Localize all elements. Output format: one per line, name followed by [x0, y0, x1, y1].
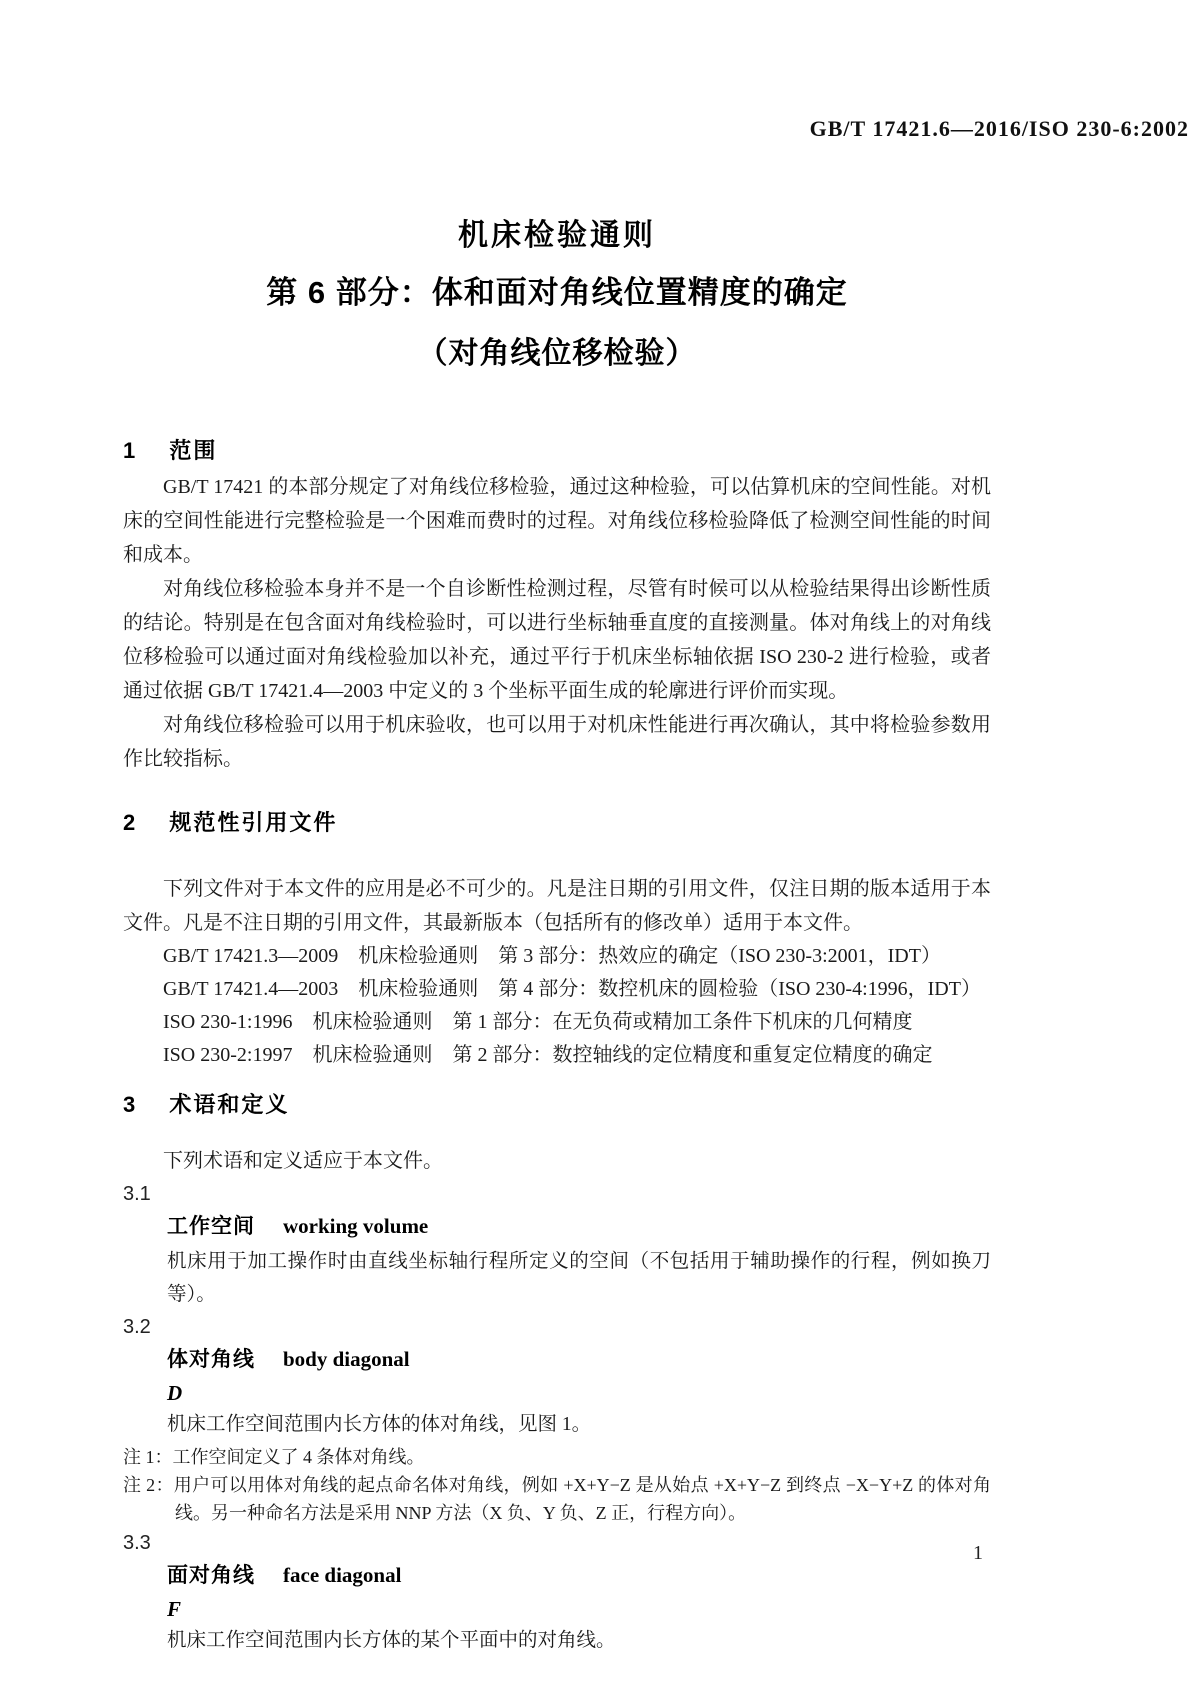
term-notes [123, 1443, 991, 1527]
term-name [167, 1343, 991, 1378]
section-1-paragraph-3: 对角线位移检验可以用于机床验收，也可以用于对机床性能进行再次确认，其中将检验参数用作比较指标。 [123, 714, 991, 770]
reference-item: GB/T 17421.4—2003 机床检验通则 第 4 部分：数控机床的圆检验（ISO 230-4:1996，IDT） [163, 978, 981, 1000]
section-1-paragraph-2: 对角线位移检验本身并不是一个自诊断性检测过程，尽管有时候可以从检验结果得出诊断性质的结论。特别是在包含面对角线检验时，可以进行坐标轴垂直度的直接测量。体对角线上的对角线位移检验可以通过面对角线检验加以补充，通过平行于机床坐标轴依据 ISO 230-2 进行检验，或者通过依据 GB/T 17421.4—2003 中定义的 3 个坐标平面生成的轮廓进行评价而实现。 [123, 578, 991, 702]
section-2-heading [123, 808, 991, 838]
section-3-intro: 下列术语和定义适应于本文件。 [163, 1150, 443, 1172]
note: 注 2：用户可以用体对角线的起点命名体对角线，例如 +X+Y−Z 是从始点 +X+Y−Z 到终点 −X−Y+Z 的体对角线。另一种命名方法是采用 NNP 方法（X 负、Y 负、Z 正，行程方向）。 [123, 1475, 991, 1523]
term-definition: 机床用于加工操作时由直线坐标轴行程所定义的空间（不包括用于辅助操作的行程，例如换刀等）。 [167, 1251, 991, 1305]
term-name [167, 1210, 991, 1245]
reference-item: ISO 230-1:1996 机床检验通则 第 1 部分：在无负荷或精加工条件下机床的几何精度 [163, 1011, 913, 1033]
section-2-title: 规范性引用文件 [169, 810, 338, 835]
term-name [167, 1559, 991, 1594]
term-number: 3.3 [123, 1532, 151, 1554]
term-definition: 机床工作空间范围内长方体的某个平面中的对角线。 [167, 1630, 616, 1651]
section-2-number: 2 [123, 810, 136, 835]
term-name-zh: 体对角线 [167, 1348, 255, 1371]
term-entry [123, 1178, 991, 1311]
doc-title-line1: 机床检验通则 [458, 219, 656, 252]
section-1-heading [123, 436, 991, 466]
doc-title-line3: （对角线位移检验） [417, 337, 697, 370]
note: 注 1：工作空间定义了 4 条体对角线。 [123, 1447, 425, 1467]
standard-code: GB/T 17421.6—2016/ISO 230-6:2002 [809, 116, 1189, 141]
term-entry [123, 1311, 991, 1527]
term-name-en: body diagonal [283, 1347, 410, 1371]
section-1-title: 范围 [169, 438, 218, 463]
reference-item: ISO 230-2:1997 机床检验通则 第 2 部分：数控轴线的定位精度和重复定位精度的确定 [163, 1044, 933, 1066]
term-name-en: working volume [283, 1214, 429, 1238]
term-symbol: F [167, 1597, 182, 1621]
page-content [123, 0, 991, 1657]
term-entry [123, 1527, 991, 1657]
term-name-en: face diagonal [283, 1563, 402, 1587]
term-name-zh: 面对角线 [167, 1564, 255, 1587]
section-1-paragraph-1: GB/T 17421 的本部分规定了对角线位移检验，通过这种检验，可以估算机床的空间性能。对机床的空间性能进行完整检验是一个困难而费时的过程。对角线位移检验降低了检测空间性能的时间和成本。 [123, 476, 991, 566]
reference-item: GB/T 17421.3—2009 机床检验通则 第 3 部分：热效应的确定（ISO 230-3:2001，IDT） [163, 945, 941, 967]
term-name-zh: 工作空间 [167, 1215, 255, 1238]
section-3-heading [123, 1090, 991, 1120]
section-1-number: 1 [123, 438, 136, 463]
term-symbol: D [167, 1381, 183, 1405]
section-3-number: 3 [123, 1092, 136, 1117]
section-2-paragraph-1: 下列文件对于本文件的应用是必不可少的。凡是注日期的引用文件，仅注日期的版本适用于本文件。凡是不注日期的引用文件，其最新版本（包括所有的修改单）适用于本文件。 [123, 878, 991, 934]
section-3-title: 术语和定义 [169, 1092, 290, 1117]
term-definition: 机床工作空间范围内长方体的体对角线，见图 1。 [167, 1414, 592, 1435]
term-number: 3.2 [123, 1316, 151, 1338]
page-number: 1 [973, 1542, 983, 1564]
doc-title-line2: 第 6 部分：体和面对角线位置精度的确定 [266, 275, 848, 310]
term-number: 3.1 [123, 1183, 151, 1205]
